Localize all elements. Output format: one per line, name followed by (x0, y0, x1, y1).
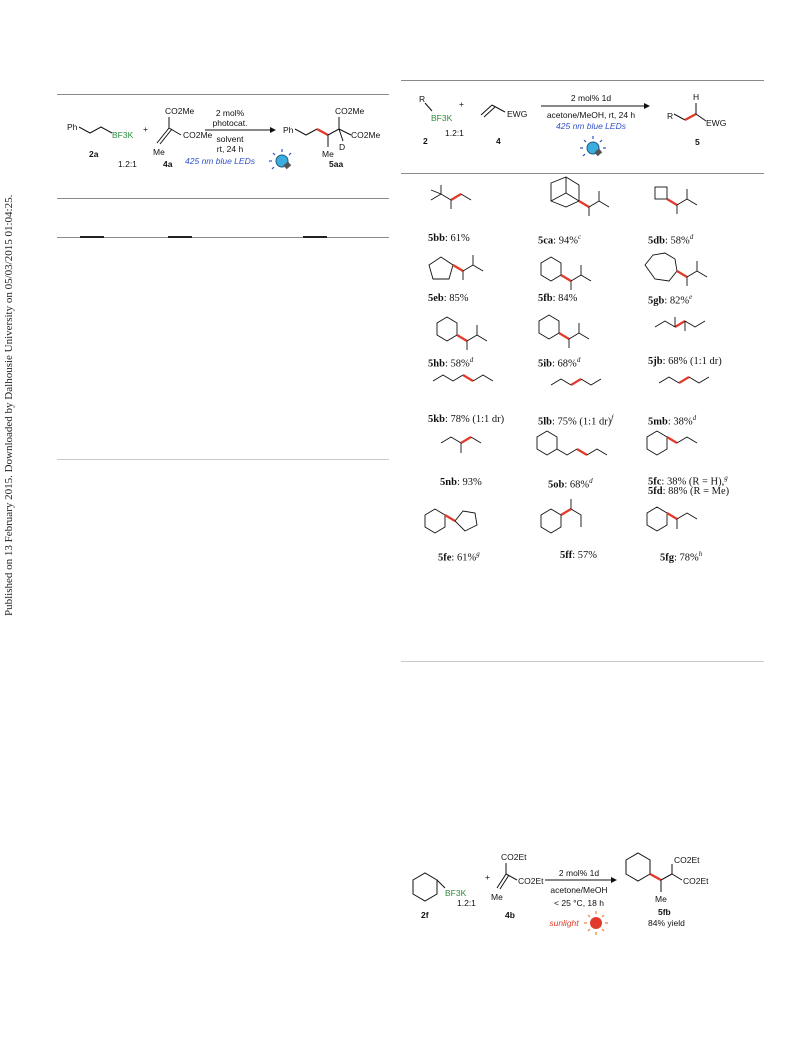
co2me-bottom: CO2Me (183, 130, 213, 140)
label-5bb: 5bb: 61% (428, 233, 470, 244)
label-4b: 4b (505, 910, 515, 920)
label-2a: 2a (89, 149, 99, 159)
ewg-label: EWG (507, 109, 528, 119)
download-notice: Published on 13 February 2015. Downloaded by Dalhousie University on 05/03/2015 01:04:25. (3, 194, 15, 616)
product-co2et-1: CO2Et (674, 855, 700, 865)
label-2: 2 (423, 136, 428, 146)
label-5fc: 5fc: 38% (R = H),$^g$ (648, 474, 728, 488)
ratio-right: 1.2:1 (445, 128, 464, 138)
right-condition-1: 2 mol% 1d (570, 93, 612, 103)
structure-5db (655, 187, 697, 214)
label-5nb: 5nb: 93% (440, 477, 482, 488)
structure-5hb (437, 317, 487, 350)
sun-icon (584, 911, 608, 935)
label-5db: 5db: 58%$^d$ (648, 233, 694, 247)
label-5ff: 5ff: 57% (560, 550, 598, 561)
label-5lb: 5lb: 75% (1:1 dr)$^f$ (538, 414, 614, 428)
led-label: 425 nm blue LEDs (185, 156, 255, 166)
right-scheme-rule-mid (401, 173, 764, 174)
bf3k-right: BF3K (431, 113, 453, 123)
plus-right: + (459, 99, 464, 109)
label-5kb: 5kb: 78% (1:1 dr) (428, 414, 505, 425)
label-5fb: 5fb: 84% (538, 293, 578, 304)
label-5fb-bottom: 5fb (658, 907, 671, 917)
label-5jb: 5jb: 68% (1:1 dr) (648, 356, 722, 367)
structure-5gb (645, 253, 707, 286)
bottom-bf3k: BF3K (445, 888, 467, 898)
light-bulb-icon (269, 149, 291, 169)
label-5fe: 5fe: 61%$^g$ (438, 550, 480, 564)
product-deuterium: D (339, 142, 346, 152)
structure-5fb (541, 257, 591, 290)
structure-5kb (433, 375, 493, 381)
product-phenyl: Ph (283, 125, 294, 135)
column-tick (168, 236, 192, 238)
label-5ca: 5ca: 94%$^c$ (538, 233, 582, 247)
condition-4: rt, 24 h (216, 144, 244, 154)
label-5fg: 5fg: 78%$^h$ (660, 550, 703, 564)
structure-5ob (537, 431, 607, 455)
label-5hb: 5hb: 58%$^d$ (428, 356, 474, 370)
product-r: R (667, 111, 674, 121)
label-5ib: 5ib: 68%$^d$ (538, 356, 581, 370)
bottom-condition-2: acetone/MeOH (550, 885, 608, 895)
condition-2: photocat. (212, 118, 248, 128)
column-tick (80, 236, 104, 238)
label-5gb: 5gb: 82%$^e$ (648, 293, 693, 307)
label-5aa: 5aa (329, 159, 344, 169)
structure-5eb (429, 255, 483, 280)
structure-5fe (425, 509, 477, 533)
label-5mb: 5mb: 38%$^d$ (648, 414, 697, 428)
phenyl-label: Ph (67, 122, 78, 132)
scheme-right (401, 81, 764, 173)
bottom-ratio: 1.2:1 (457, 898, 476, 908)
plus-sign: + (143, 124, 148, 134)
right-led-label: 425 nm blue LEDs (556, 121, 626, 131)
bottom-condition-3: < 25 °C, 18 h (554, 898, 604, 908)
bf3k-label: BF3K (112, 130, 134, 140)
product-h: H (693, 92, 700, 102)
label-5ob: 5ob: 68%$^d$ (548, 477, 593, 491)
product-ewg: EWG (706, 118, 727, 128)
bottom-co2et-mid: CO2Et (518, 876, 544, 886)
label-4a: 4a (163, 159, 173, 169)
column-tick (303, 236, 327, 238)
bottom-me: Me (491, 892, 503, 902)
label-5: 5 (695, 137, 700, 147)
right-condition-2: acetone/MeOH, rt, 24 h (546, 110, 636, 120)
product-yield: 84% yield (648, 918, 685, 928)
structure-5ff (541, 499, 581, 533)
product-me-bottom: Me (655, 894, 667, 904)
left-table-rule-bottom (57, 459, 389, 460)
structure-5lb (551, 379, 601, 385)
right-scheme-rule-bottom (401, 661, 764, 662)
product-methyl: Me (322, 149, 334, 159)
left-table-rule-header (57, 237, 389, 238)
sunlight-label: sunlight (549, 918, 579, 928)
condition-1: 2 mol% (215, 108, 245, 118)
structure-5jb (655, 317, 705, 331)
r-group: R (419, 94, 426, 104)
product-co2me-top: CO2Me (335, 106, 365, 116)
condition-3: solvent (216, 134, 244, 144)
scheme-bottom (401, 840, 764, 940)
light-bulb-icon (580, 136, 606, 156)
product-co2et-2: CO2Et (683, 876, 709, 886)
bottom-condition-1: 2 mol% 1d (558, 868, 600, 878)
label-5fd: 5fd: 88% (R = Me) (648, 486, 730, 497)
structure-5bb (431, 185, 471, 209)
label-5eb: 5eb: 85% (428, 293, 469, 304)
structure-5fg (647, 507, 697, 531)
co2me-top: CO2Me (165, 106, 195, 116)
structure-5ca (551, 177, 609, 216)
structure-5ib (539, 315, 589, 348)
left-table-rule-mid (57, 198, 389, 199)
ratio-label: 1.2:1 (118, 159, 137, 169)
methyl-label: Me (153, 147, 165, 157)
structure-5fc (647, 431, 697, 455)
bottom-co2et-top: CO2Et (501, 852, 527, 862)
label-2f: 2f (421, 910, 429, 920)
product-co2me-bottom: CO2Me (351, 130, 381, 140)
structure-5nb (441, 437, 481, 453)
bottom-plus: + (485, 872, 490, 882)
scheme-left (57, 95, 389, 197)
label-4: 4 (496, 136, 501, 146)
structure-5mb (659, 377, 709, 383)
